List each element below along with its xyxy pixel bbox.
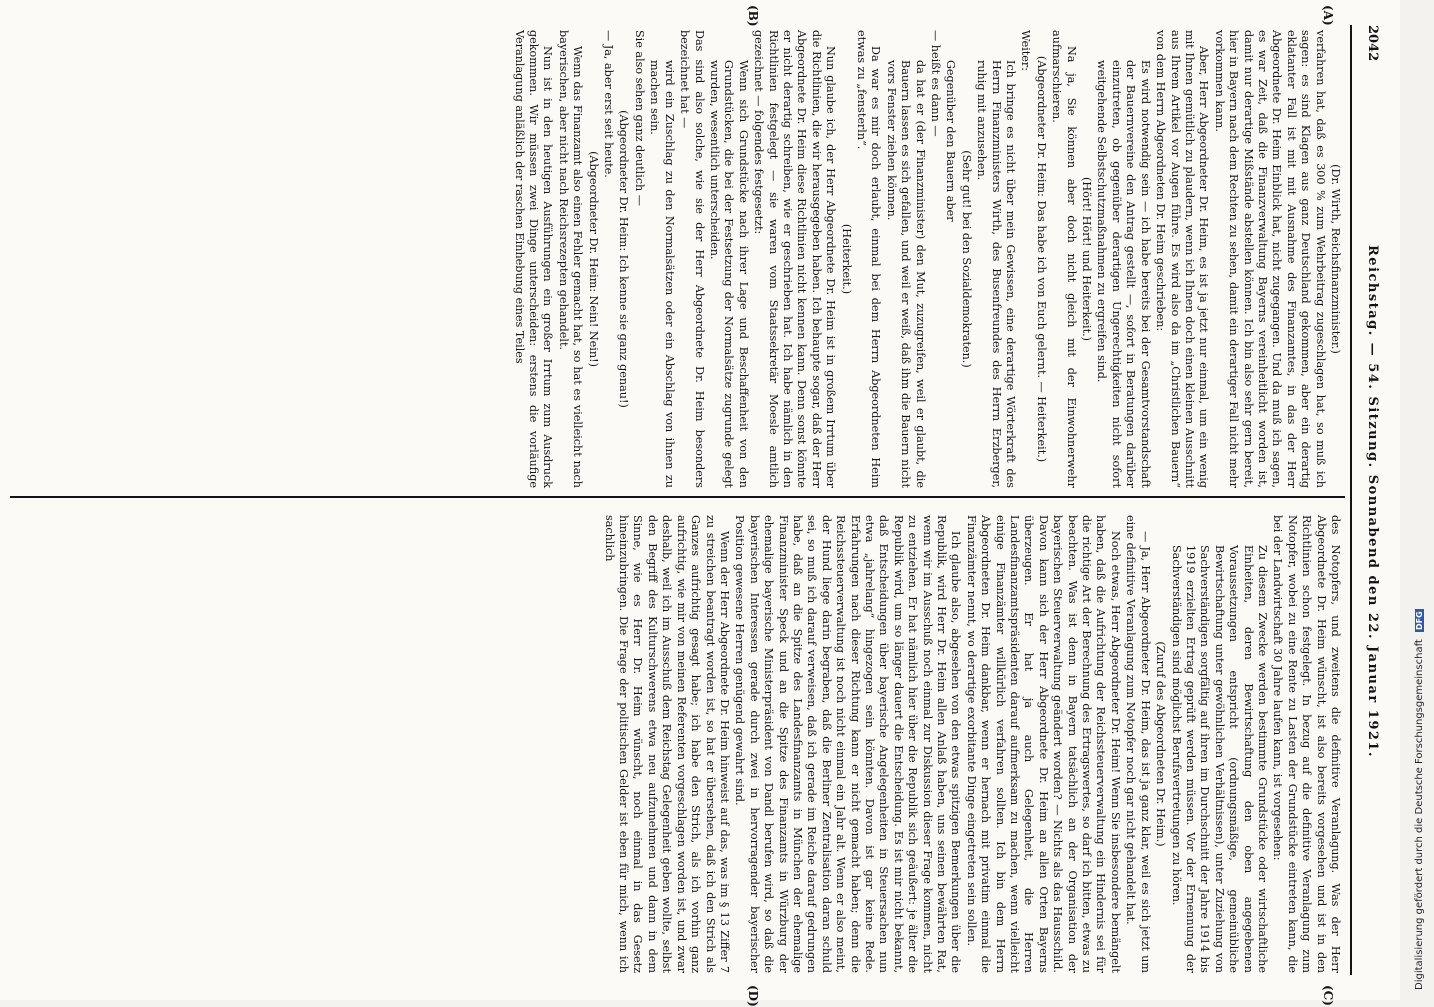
quote-paragraph: da hat er (der Finanzminister) den Mut, zuzugreifen, weil er glaubt, die Bauern lassen es sich gefallen, und weil er weiß, daß ihm die Bauern nicht vors Fenster ziehen können. — [884, 60, 927, 488]
margin-marker-b: (B) — [746, 5, 760, 27]
header-rule — [1350, 25, 1352, 975]
paragraph: — heißt es dann — — [929, 30, 943, 137]
quote-paragraph: Ich bringe es nicht über mein Gewissen, eine derartige Wörterkraft des Herrn Finanzministers Wirth, des Busenfreundes des Herrn Erzberger, ruhig mit anzusehen. — [975, 60, 1018, 488]
footer-credit — [1414, 609, 1425, 990]
paragraph: Na ja, Sie können aber doch nicht gleich mit der Einwohnerwehr aufmarschieren. — [1050, 30, 1078, 488]
paragraph: Wenn das Finanzamt also einen Fehler gemacht hat, so hat es vielleicht nach bayerischen, aber nicht nach Reichsrezepten gehandelt. — [556, 30, 585, 488]
margin-marker-d: (D) — [746, 985, 760, 1007]
digitization-footer — [1410, 0, 1434, 1000]
page-header — [1358, 25, 1380, 980]
quote-paragraph: Zu diesem Zwecke werden bestimmte Grundstücke oder wirtschaftliche Einheiten, deren Bewirtschaftung den oben angegebenen Voraussetzungen entspricht (ordnungsmäßige, gemeinübliche Bewirtschaftung unter gewöhnlichen Verhältnissen), unter Zuziehung von Sachverständigen sorgfältig auf ihren im Durchschnitt der Jahre 1914 bis 1919 erzielten Ertrag geprüft werden müssen. Vor der Ernennung der Sachverständigen sind möglichst Berufsvertretungen zu hören. — [1169, 545, 1269, 973]
page-number: 2042 — [1365, 25, 1380, 62]
paragraph: Aber, Herr Abgeordneter Dr. Heim, es ist ja jetzt nur einmal, um ein wenig mit Ihnen gemütlich zu plaudern, wenn ich Ihnen doch einen kleinen Ausschnitt aus Ihrem Artikel vor Augen führe. Es wird also da im „Christlichen Bauern“ von dem Herrn Abgeordneten Dr. Heim geschrieben: — [1154, 30, 1211, 488]
page-title: Reichstag. — 54. Sitzung. Sonnabend den 22. Januar 1921. — [1365, 245, 1380, 758]
interjection: (Zuruf des Abgeordneten Dr. Heim.) — [1154, 641, 1168, 847]
margin-marker-c: (C) — [1321, 985, 1335, 1006]
interjection: (Abgeordneter Dr. Heim: Das habe ich von Euch gelernt. — Heiterkeit.) — [1034, 55, 1048, 463]
paragraph: Nun glaube ich, der Herr Abgeordnete Dr. Heim ist in großem Irrtum über die Richtlinien, die wir herausgegeben haben. Ich behaupte sogar, daß der Herr Abgeordnete Dr. Heim diese Richtlinien nicht kennen kann. Denn sonst könnte er nicht derartig schreiben, wie er geschrieben hat. Ich habe nämlich in den Richtlinien festgelegt — sie waren vom Staatssekretär Moesle amtlich gezeichnet — folgendes festgesetzt: — [752, 30, 838, 488]
paragraph: Das sind also solche, wie sie der Herr Abgeordnete Dr. Heim besonders bezeichnet hat — — [678, 30, 706, 488]
footer-credit-text: Digitalisierung gefördert durch die Deutsche Forschungsgemeinschaft — [1414, 639, 1425, 990]
quote-paragraph: wird ein Zuschlag zu den Normalsätzen oder ein Abschlag von ihnen zu machen sein. — [648, 60, 676, 488]
dfg-logo: DFG — [1415, 611, 1424, 630]
paragraph: Noch etwas, Herr Abgeordneter Dr. Heim! Wenn Sie insbesondere bemängelt haben, daß die Aufrichtung der Reichssteuerverwaltung ein Hindernis sei für die richtige Art der Berechnung des Ertragswertes, so darf ich bitten, etwas zu beachten. Was ist denn in Bayern tatsächlich an der Organisation der bayerischen Steuerverwaltung geändert worden? — Nichts als das Hausschild. Davon kann sich der Herr Abgeordnete Dr. Heim an allen Orten Bayerns überzeugen. Er hat ja auch Gelegenheit, die Herren Landesfinanzamtspräsidenten darauf aufmerksam zu machen, wenn vielleicht einige Finanzämter willkürlich verfahren sollten. Ich bin dem Herrn Abgeordneten Dr. Heim dankbar, wenn er hernach mit privatim einmal die Finanzämter nennt, wo derartige exorbitante Dinge eingetreten sein sollen. — [964, 515, 1122, 973]
paragraph: Wenn der Herr Abgeordnete Dr. Heim hinweist auf das, was im § 13 Ziffer 7 zu streichen beantragt worden ist, so hat er übersehen, daß ich den Strich als Ganzes aufrichtig gesagt habe; ich habe den Strich, als ich vorhin ganz aufrichtig, wie mir von meinen Referenten vorgeschlagen worden ist, und zwar deshalb, weil ich im Ausschuß dem Reichstag Gelegenheit geben wollte, selbst den Begriff des Kulturschwerens etwa neu aufzunehmen und dann in dem Sinne, wie es Herr Dr. Heim wünscht, noch einmal in das Gesetz hineinzubringen. Die Frage der politischen Gelder ist eben für mich, wenn ich sachlich — [602, 515, 731, 973]
quote-paragraph: Es wird notwendig sein — ich habe bereits bei der Gesamtvorstandschaft der Bauernvereine den Antrag gestellt —, sofort in Beratungen darüber einzutreten, ob gegenüber derartigen Ungerechtigkeiten nicht sofort weitgehende Selbstschutzmaßnahmen zu ergreifen sind. — [1095, 60, 1152, 488]
paragraph: des Notopfers, und zweitens die definitive Veranlagung. Was der Herr Abgeordnete Dr. Heim wünscht, ist also bereits vorgesehen und ist in den Richtlinien schon festgelegt. In bezug auf die definitive Veranlagung zum Notopfer, wobei zu eine Rente zu Lasten der Grundstücke eintreten kann, die bei der Landwirtschaft 30 Jahre laufen kann, ist vorgesehen: — [1271, 515, 1342, 973]
right-column — [600, 515, 1342, 973]
interjection: (Abgeordneter Dr. Heim: Ich kenne sie ganz genau!) — [617, 110, 631, 408]
interjection: (Heiterkeit.) — [839, 223, 853, 295]
quote-paragraph: Gegenüber den Bauern aber — [944, 60, 958, 222]
paragraph: — Ja, aber erst seit heute. — [602, 30, 616, 178]
paragraph: — Ja, Herr Abgeordneter Dr. Heim, das ist ja ganz klar, weil es sich jetzt um eine definitive Veranlagung zum Notopfer noch gar nicht gehandelt hat. — [1124, 515, 1152, 973]
left-column — [510, 30, 1342, 488]
interjection: (Sehr gut! bei den Sozialdemokraten.) — [959, 150, 973, 368]
paragraph: Sie also sehen ganz deutlich — — [632, 30, 646, 206]
column-divider — [10, 496, 1345, 498]
interjection: (Hört! Hört! und Heiterkeit.) — [1080, 176, 1094, 342]
paragraph: Da war es mir doch erlaubt, einmal bei dem Herrn Abgeordneten Heim etwas zu „fensterln“. — [855, 30, 883, 488]
paragraph: Ich glaube also, abgesehen von den etwas spitzigen Bemerkungen über die Republik, wird Herr Dr. Heim allen Anlaß haben, uns seinen bewährten Rat, wenn wir im Ausschuß noch einmal zur Diskussion dieser Frage kommen, nicht zu entziehen. Er hat nämlich hier über die Republik sich geäußert: je älter die Republik wird, um so länger dauert die Entscheidung. Es ist mir nicht bekannt, daß Entscheidungen über bayerische Angelegenheiten in Steuersachen nun etwa „jahrelang“ hingezogen sein könnten. Davon ist gar keine Rede. Erfahrungen nach dieser Richtung kann er nicht gemacht haben; denn die Reichssteuerverwaltung ist noch nicht einmal ein Jahr alt. Wenn er also meint, der Hund liege darin begraben, daß die Berliner Zentralisation daran schuld sei, so muß ich darauf verweisen, daß ich gerade im Reiche darauf gedrungen habe, daß an die Spitze des Landesfinanzamts in München der ehemalige Finanzminister Speck und an die Spitze des Finanzamts in Würzburg der ehemalige bayerische Ministerpräsident von Dandl berufen wird, so daß die bayerischen Interessen gerade durch zwei in hervorragender bayerischer Position gewesene Herren genügend gewahrt sind. — [733, 515, 963, 973]
margin-marker-a: (A) — [1321, 5, 1335, 26]
paragraph: Weiter: — [1019, 30, 1033, 72]
paragraph: verfahren hat, daß es 300 % zum Wehrbeitrag zugeschlagen hat, so muß ich sagen: es sind Klagen aus ganz Deutschland gekommen, aber ein derartig eklatanter Fall ist mit mit Ausnahme des Finanzamtes, in das der Herr Abgeordnete Dr. Heim Einblick hat, nicht zugegangen. Und da muß ich sagen, es war Zeit, daß die Finanzverwaltung Bayerns vereinheitlicht worden ist, damit nur derartige Mißstände abstellen können. Ich bin also sehr gern bereit, hier in Bayern nach dem Rechten zu sehen, damit ein derartiger Fall nicht mehr vorkommen kann. — [1212, 30, 1327, 488]
interjection: (Abgeordneter Dr. Heim: Nein! Nein!) — [586, 151, 600, 367]
quote-paragraph: Wenn sich Grundstücke nach ihrer Lage und Beschaffenheit von den Grundstücken, die bei der Festsetzung der Normalsätze zugrunde gelegt wurden, wesentlich unterscheiden. — [707, 60, 750, 488]
paragraph: Nun ist in den heutigen Ausführungen ein großer Irrtum zum Ausdruck gekommen. Wir müssen zwei Dinge unterscheiden: erstens die vorläufige Veranlagung anläßlich der raschen Einhebung eines Teiles — [512, 30, 555, 488]
paragraph: (Dr. Wirth, Reichsfinanzminister.) — [1329, 164, 1342, 354]
